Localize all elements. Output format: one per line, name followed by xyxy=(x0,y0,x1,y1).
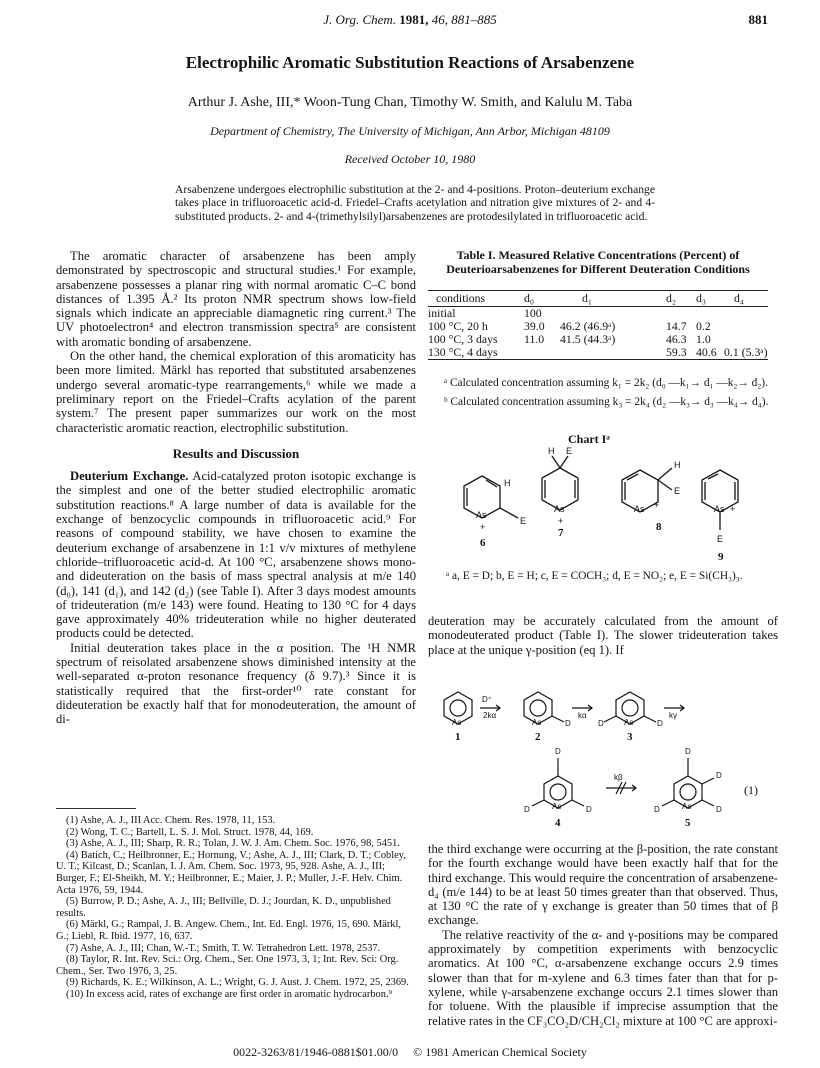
table-cell: 41.5 (44.3ᵃ) xyxy=(560,332,616,346)
table-header-cell: d₂ xyxy=(666,291,696,307)
table-caption: Table I. Measured Relative Concentrations (Percent) of Deuterioarsabenzenes for Different Deuteration Conditions xyxy=(446,248,750,276)
article-code: 0022-3263/81/1946-0881$01.00/0 xyxy=(233,1045,399,1059)
atom-label: As xyxy=(714,504,725,514)
atom-label: As xyxy=(554,504,565,514)
chart-structures xyxy=(452,446,782,566)
right-column-top xyxy=(428,614,778,657)
charge-label: + xyxy=(480,522,486,532)
compound-number: 8 xyxy=(656,521,662,533)
journal-pages: 881–885 xyxy=(451,12,497,27)
compound-number: 2 xyxy=(535,731,541,743)
footnote: (8) Taylor, R. Int. Rev. Sci.: Org. Chem., Ser. One 1973, 3, 1; Int. Rev. Sci: Org. Chem., Ser. Two 1976, 3, 25. xyxy=(56,954,399,977)
table-cell: 39.0 xyxy=(524,319,545,333)
results-paragraph-1-text: Acid-catalyzed proton isotopic exchange is the simplest and one of the better studied electrophilic aromatic substitution reactions.⁸ A large number of data is available for the exchange of benzocyclic compounds in trifluoroacetic acid.⁹ For reasons of compound stability, we have chosen to examine the deuterium exchange of arsabenzene in 1:1 v/v mixtures of methylene chloride–trifluoroacetic acid-d. At 100 °C, arsabenzene shows mono- and dideuteration on the basis of mass spectral analysis at m/e 140 (d₀), 141 (d₁), and 142 (d₂) (see Table I). After 3 days modest amounts of trideuteration (m/e 143) were found. Heating to 130 °C for 4 days gave approximately 40% trideuteration while no higher deuterated products could be detected. xyxy=(56,469,416,641)
atom-label: As xyxy=(634,504,645,514)
atom-label: H xyxy=(504,478,511,488)
charge-label: + xyxy=(558,516,564,526)
charge-label: + xyxy=(654,500,660,510)
atom-label: As xyxy=(552,802,562,811)
received-date: Received October 10, 1980 xyxy=(344,152,476,166)
atom-label: As xyxy=(452,718,462,727)
section-heading: Results and Discussion xyxy=(172,445,300,461)
atom-label: H xyxy=(674,460,681,470)
footnote: (2) Wong, T. C.; Bartell, L. S. J. Mol. Struct. 1978, 44, 169. xyxy=(66,826,314,838)
author-list: Arthur J. Ashe, III,* Woon-Tung Chan, Timothy W. Smith, and Kalulu M. Taba xyxy=(187,95,633,110)
footnote: (5) Burrow, P. D.; Ashe, A. J., III; Bellville, D. J.; Jourdan, K. D., unpublished results. xyxy=(56,896,391,919)
chart-title: Chart Iᵃ xyxy=(568,432,610,446)
table-cell xyxy=(560,307,666,321)
atom-label: E xyxy=(674,486,681,496)
chart-footnote: ᵃ a, E = D; b, E = H; c, E = COCH₃; d, E = NO₂; e, E = Si(CH₃)₃. xyxy=(446,570,743,582)
table-cell: 100 °C, 20 h xyxy=(428,319,488,333)
table-cell: 11.0 xyxy=(524,332,545,346)
table-cell xyxy=(724,307,768,321)
journal-year: 1981, xyxy=(399,12,429,27)
table-header-cell: conditions xyxy=(428,291,524,307)
footnote: (1) Ashe, A. J., III Acc. Chem. Res. 1978, 11, 153. xyxy=(66,815,276,826)
running-header xyxy=(0,12,820,28)
page-number: 881 xyxy=(748,12,768,27)
equation-number: (1) xyxy=(744,783,758,797)
abstract: Arsabenzene undergoes electrophilic substitution at the 2- and 4-positions. Proton–deuterium exchange takes place in trifluoroacetic acid-d. Friedel–Crafts acetylation and nitration give mixtures of 2- and 4-substituted products. 2- and 4-(trimethylsilyl)arsabenzenes are protodesilylated in trifluoroacetic acid. xyxy=(175,183,655,223)
reagent-label: D⁺ xyxy=(482,695,492,704)
copyright: © 1981 American Chemical Society xyxy=(413,1045,587,1059)
table-cell: 46.2 (46.9ᵃ) xyxy=(560,319,616,333)
table-cell: 46.3 xyxy=(666,332,687,346)
atom-label: D xyxy=(685,747,691,756)
article-title: Electrophilic Aromatic Substitution Reactions of Arsabenzene xyxy=(185,53,635,72)
atom-label: D xyxy=(555,747,561,756)
rate-label: kβ xyxy=(614,773,623,782)
right-column-bottom xyxy=(428,842,778,1028)
table-cell: initial xyxy=(428,306,456,320)
footnote-rule xyxy=(56,808,136,809)
table-cell: 14.7 xyxy=(666,319,687,333)
footnote: (10) In excess acid, rates of exchange are first order in aromatic hydrocarbon.⁹ xyxy=(66,988,393,1000)
table-header-cell: d₄ xyxy=(724,291,768,307)
runin-heading: Deuterium Exchange. xyxy=(70,469,189,484)
table-cell: 40.6 xyxy=(696,345,717,359)
table-row xyxy=(428,346,768,360)
table-cell: 0.1 (5.3ᵃ) xyxy=(724,345,768,359)
table-cell: 1.0 xyxy=(696,332,711,346)
atom-label: D xyxy=(598,719,604,728)
table-cell: 100 xyxy=(524,306,542,320)
atom-label: D xyxy=(716,805,722,814)
atom-label: E xyxy=(566,446,573,456)
table-cell xyxy=(560,346,666,360)
right-paragraph-3: The relative reactivity of the α- and γ-positions may be compared approximately by competition experiments with benzocyclic aromatics. At 100 °C, α-arsabenzene exchange occurs 2.9 times slower than that for m-xylene and 6.3 times fater than that for p-xylene, while γ-arsabenzene exchange occurs 2.1 times slower than for toluene. With the plausible if imprecise assumption that the relative rates in the CF₃CO₂D/CH₂Cl₂ mixture at 100 °C are approxi- xyxy=(428,927,778,1028)
intro-paragraph-1: The aromatic character of arsabenzene has been amply demonstrated by spectroscopic and structural studies.¹ For example, arsabenzene possesses a planar ring with normal aromatic C–C bond distances of 1.395 Å.² Its proton NMR spectrum shows low-field signals which indicate an appreciable diamagnetic ring current.³ The UV photoelectron⁴ and electron transmission spectra⁵ are consistent with aromatic bonding of arsabenzene. xyxy=(56,249,416,349)
structure-8 xyxy=(622,468,672,512)
footnote: (9) Richards, K. E.; Wilkinson, A. L.; Wright, G. J. Aust. J. Chem. 1972, 25, 2369. xyxy=(66,977,409,989)
compound-number: 1 xyxy=(455,731,461,743)
intro-paragraph-2: On the other hand, the chemical exploration of this aromaticity has been more limited. Märkl has reported that substituted arsabenzenes undergo several aromatic-type rearrangements,⁶ while we made a preliminary report on the Friedel–Crafts acylation of the parent system.⁷ The present paper summarizes our work on the most characteristic aromatic reaction, electrophilic substitution. xyxy=(56,349,416,435)
rate-label: kγ xyxy=(669,711,677,720)
atom-label: E xyxy=(717,534,724,544)
structure-9 xyxy=(702,470,738,530)
page-footer xyxy=(0,1045,820,1060)
results-paragraph-2: Initial deuteration takes place in the α position. The ¹H NMR spectrum of reisolated arsabenzene shows diminished intensity at the well-separated α-proton resonance frequency (δ 9.7).³ Since it is statistically required that the first-order¹⁰ rate constant for dideuteration be exactly half that for monodeuteration, the amount of di- xyxy=(56,640,416,727)
table-cell: 59.3 xyxy=(666,345,687,359)
table-cell: 130 °C, 4 days xyxy=(428,345,498,359)
footnotes xyxy=(56,815,416,1001)
atom-label: H xyxy=(548,446,555,456)
results-paragraph-1 xyxy=(56,469,416,641)
atom-label: D xyxy=(524,805,530,814)
table-header-cell: d₁ xyxy=(560,291,666,307)
rate-label: kα xyxy=(578,711,587,720)
atom-label: As xyxy=(532,718,542,727)
atom-label: As xyxy=(476,510,487,520)
atom-label: D xyxy=(657,719,663,728)
compound-number: 5 xyxy=(685,817,691,829)
table-footnote: ᵃ Calculated concentration assuming k₁ = 2k₂ (d₀ —k₁→ d₁ —k₂→ d₂). ᵇ Calculated concentration assuming k₃ = 2k₄ (d₂ —k₃→ d₃ —k₄→ d₄). xyxy=(444,377,769,408)
affiliation: Department of Chemistry, The University of Michigan, Ann Arbor, Michigan 48109 xyxy=(210,124,610,138)
footnote: (3) Ashe, A. J., III; Sharp, R. R.; Tolan, J. W. J. Am. Chem. Soc. 1976, 98, 5451. xyxy=(66,838,400,850)
charge-label: + xyxy=(730,504,736,514)
atom-label: D xyxy=(565,719,571,728)
table-cell: 0.2 xyxy=(696,319,711,333)
compound-number: 4 xyxy=(555,817,561,829)
table-header-cell: d₀ xyxy=(524,291,560,307)
table-cell: 100 °C, 3 days xyxy=(428,332,498,346)
footnote: (7) Ashe, A. J., III; Chan, W.-T.; Smith, T. W. Tetrahedron Lett. 1978, 2537. xyxy=(66,942,381,954)
atom-label: D xyxy=(716,771,722,780)
compound-number: 3 xyxy=(627,731,633,743)
atom-label: E xyxy=(520,516,527,526)
compound-number: 6 xyxy=(480,537,486,549)
journal-name: J. Org. Chem. xyxy=(323,12,397,27)
table-row xyxy=(428,307,768,321)
atom-label: As xyxy=(682,802,692,811)
table-header-row xyxy=(428,291,768,307)
atom-label: D xyxy=(654,805,660,814)
table-header-cell: d₃ xyxy=(696,291,724,307)
atom-label: D xyxy=(586,805,592,814)
table-cell xyxy=(666,307,696,321)
footnote: (4) Batich, C.; Heilbronner, E.; Hornung, V.; Ashe, A. J., III; Clark, D. T.; Cobley, U. T.; Kilcast, D.; Scanlan, I. J. Am. Chem. Soc. 1973, 95, 928. Ashe, A. J., III; Burger, F.; El-Sheikh, M. Y.; Heilbronner, E.; Maier, J. P.; Muller, J.-F. Helv. Chim. Acta 1976, 59, 1944. xyxy=(56,849,406,896)
data-table xyxy=(428,290,768,360)
table-cell xyxy=(724,320,768,333)
structure-7 xyxy=(542,456,578,510)
journal-volume: 46, xyxy=(431,12,449,27)
table-cell xyxy=(524,346,560,360)
right-paragraph-1: deuteration may be accurately calculated from the amount of monodeuterated product (Table I). The slower trideuteration takes place at the unique γ-position (eq 1). If xyxy=(428,614,778,657)
table-cell xyxy=(696,307,724,321)
rate-label: 2kα xyxy=(483,711,497,720)
compound-number: 7 xyxy=(558,527,564,539)
equation-1 xyxy=(440,678,780,838)
left-column xyxy=(56,249,416,727)
right-paragraph-2: the third exchange were occurring at the β-position, the rate constant for the fourth exchange would have been exactly half that for the third exchange. This would require the concentration of arsabenzene-d₄ (m/e 144) to be at least 50 times greater than that observed. Thus, at 130 °C the rate of γ exchange is greater than 50 times that of β exchange. xyxy=(428,842,778,928)
compound-number: 9 xyxy=(718,551,724,563)
footnote: (6) Märkl, G.; Rampal, J. B. Angew. Chem., Int. Ed. Engl. 1976, 15, 690. Märkl, G.; Liebl, R. Ibid. 1977, 16, 637. xyxy=(56,919,401,942)
atom-label: As xyxy=(624,718,634,727)
